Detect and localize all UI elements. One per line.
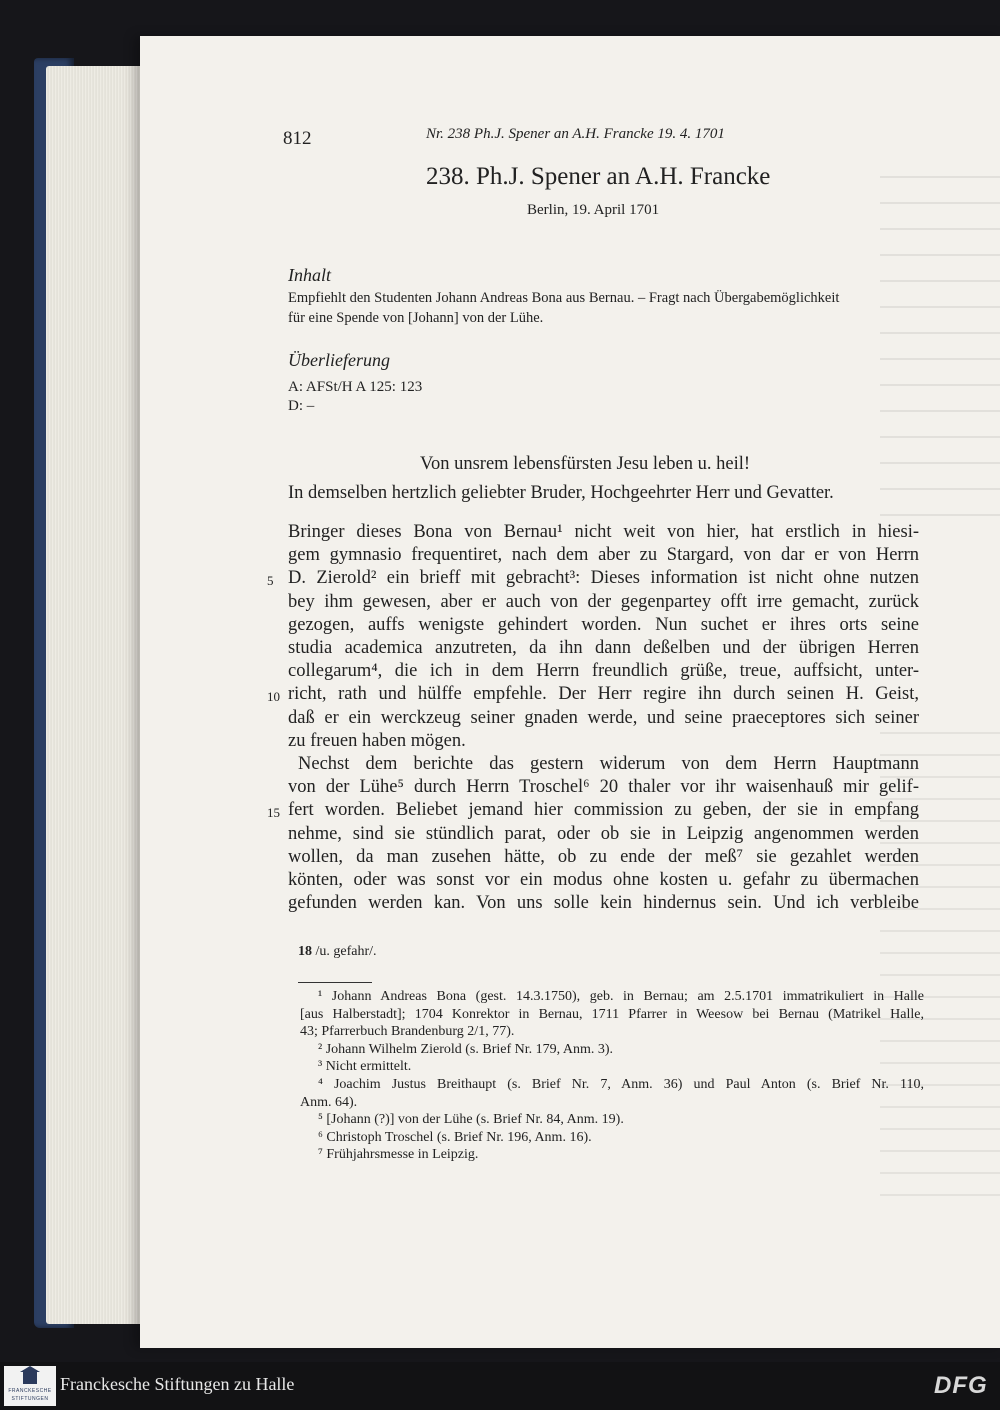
body-line: richt, rath und hülffe empfehle. Der Herr regire ihn durch seinen H. Geist, xyxy=(288,684,919,705)
line-number: 5 xyxy=(267,573,274,589)
body-line: zu freuen haben mögen. xyxy=(288,730,466,751)
footnote-line: 43; Pfarrerbuch Brandenburg 2/1, 77). xyxy=(300,1024,515,1040)
logo-text: FRANCKESCHE xyxy=(8,1388,52,1394)
footnote-line: ⁴ Joachim Justus Breithaupt (s. Brief Nr. 7, Anm. 36) und Paul Anton (s. Brief Nr. 110, xyxy=(318,1077,924,1092)
summary-line: Empfiehlt den Studenten Johann Andreas Bona aus Bernau. – Fragt nach Übergabemöglichkeit xyxy=(288,290,840,306)
body-line: gem gymnasio frequentiret, nach dem aber zu Stargard, von dar er von Herrn xyxy=(288,545,919,566)
logo-text: STIFTUNGEN xyxy=(11,1396,49,1402)
place-date: Berlin, 19. April 1701 xyxy=(527,202,660,218)
variant-note xyxy=(298,944,377,960)
section-heading-inhalt: Inhalt xyxy=(288,265,331,285)
footnote-line: ⁶ Christoph Troschel (s. Brief Nr. 196, Anm. 16). xyxy=(318,1129,592,1145)
body-line: collegarum⁴, die ich in dem Herrn freundlich grüße, treue, auffsicht, unter- xyxy=(288,661,919,682)
body-line: D. Zierold² ein brieff mit gebracht³: Dieses information ist nicht ohne nutzen xyxy=(288,568,919,589)
salutation: In demselben hertzlich geliebter Bruder, Hochgeehrter Herr und Gevatter. xyxy=(288,483,834,503)
letter-title: 238. Ph.J. Spener an A.H. Francke xyxy=(426,163,771,190)
summary-line: für eine Spende von [Johann] von der Lühe. xyxy=(288,310,544,326)
variant-line-number: 18 xyxy=(298,944,312,959)
body-line: fert worden. Beliebet jemand hier commission zu geben, der sie in empfang xyxy=(288,800,919,821)
institution-logo[interactable] xyxy=(4,1366,56,1406)
body-line: wollen, da man zusehen hätte, ob zu ende der meß⁷ sie gezahlet werden xyxy=(288,846,919,867)
body-line: bey ihm gewesen, aber er auch von der gegenpartey offt irre gemacht, zurück xyxy=(288,591,919,612)
body-line: Bringer dieses Bona von Bernau¹ nicht weit von hier, hat erstlich in hiesi- xyxy=(288,522,919,542)
footnote-rule xyxy=(298,982,372,983)
page-number: 812 xyxy=(283,128,312,149)
body-line: gezogen, auffs wenigste gehindert worden. Nun suchet er ihres orts seine xyxy=(288,614,919,635)
running-head: Nr. 238 Ph.J. Spener an A.H. Francke 19. 4. 1701 xyxy=(426,126,725,142)
body-line: studia academica anzutreten, da ihn dann deßelben und der übrigen Herren xyxy=(288,638,919,658)
body-line: könten, oder was sonst vor ein modus ohne kosten u. gefahr zu übermachen xyxy=(288,870,919,890)
footnote-line: ⁷ Frühjahrsmesse in Leipzig. xyxy=(318,1147,479,1163)
line-number: 10 xyxy=(267,689,280,705)
body-line: daß er ein werckzeug seiner gnaden werde, und seine praeceptores sich seiner xyxy=(288,707,919,728)
transmission-line: D: – xyxy=(288,398,315,414)
footnote-line: ¹ Johann Andreas Bona (gest. 14.3.1750), geb. in Bernau; am 2.5.1701 immatrikuliert in Halle xyxy=(318,989,924,1004)
variant-text: /u. gefahr/. xyxy=(315,944,377,959)
section-heading-ueberlieferung: Überlieferung xyxy=(288,350,390,370)
footnote-line: ³ Nicht ermittelt. xyxy=(318,1059,412,1075)
footnote-line: [aus Halberstadt]; 1704 Konrektor in Bernau, 1711 Pfarrer in Weesow bei Bernau (Matrikel Halle, xyxy=(300,1006,924,1022)
logo-house-icon xyxy=(23,1370,37,1384)
body-line: gefunden werden kan. Von uns solle kein hindernus sein. Und ich verbleibe xyxy=(288,893,919,914)
body-line: Nechst dem berichte das gestern widerum von dem Herrn Hauptmann xyxy=(298,754,919,774)
line-number: 15 xyxy=(267,805,280,821)
institution-name[interactable]: Franckesche Stiftungen zu Halle xyxy=(60,1374,295,1394)
dfg-logo[interactable]: DFG xyxy=(934,1372,988,1399)
footnote-line: ² Johann Wilhelm Zierold (s. Brief Nr. 179, Anm. 3). xyxy=(318,1041,614,1057)
body-line: nehme, sind sie stündlich parat, oder ob sie in Leipzig angenommen werden xyxy=(288,823,919,844)
show-through xyxy=(880,156,1000,516)
transmission-line: A: AFSt/H A 125: 123 xyxy=(288,379,423,395)
greeting: Von unsrem lebensfürsten Jesu leben u. heil! xyxy=(420,454,751,474)
body-line: von der Lühe⁵ durch Herrn Troschel⁶ 20 thaler vor ihr waisenhauß mir gelif- xyxy=(288,777,919,798)
footnote-line: Anm. 64). xyxy=(300,1094,358,1110)
footnote-line: ⁵ [Johann (?)] von der Lühe (s. Brief Nr. 84, Anm. 19). xyxy=(318,1112,624,1128)
